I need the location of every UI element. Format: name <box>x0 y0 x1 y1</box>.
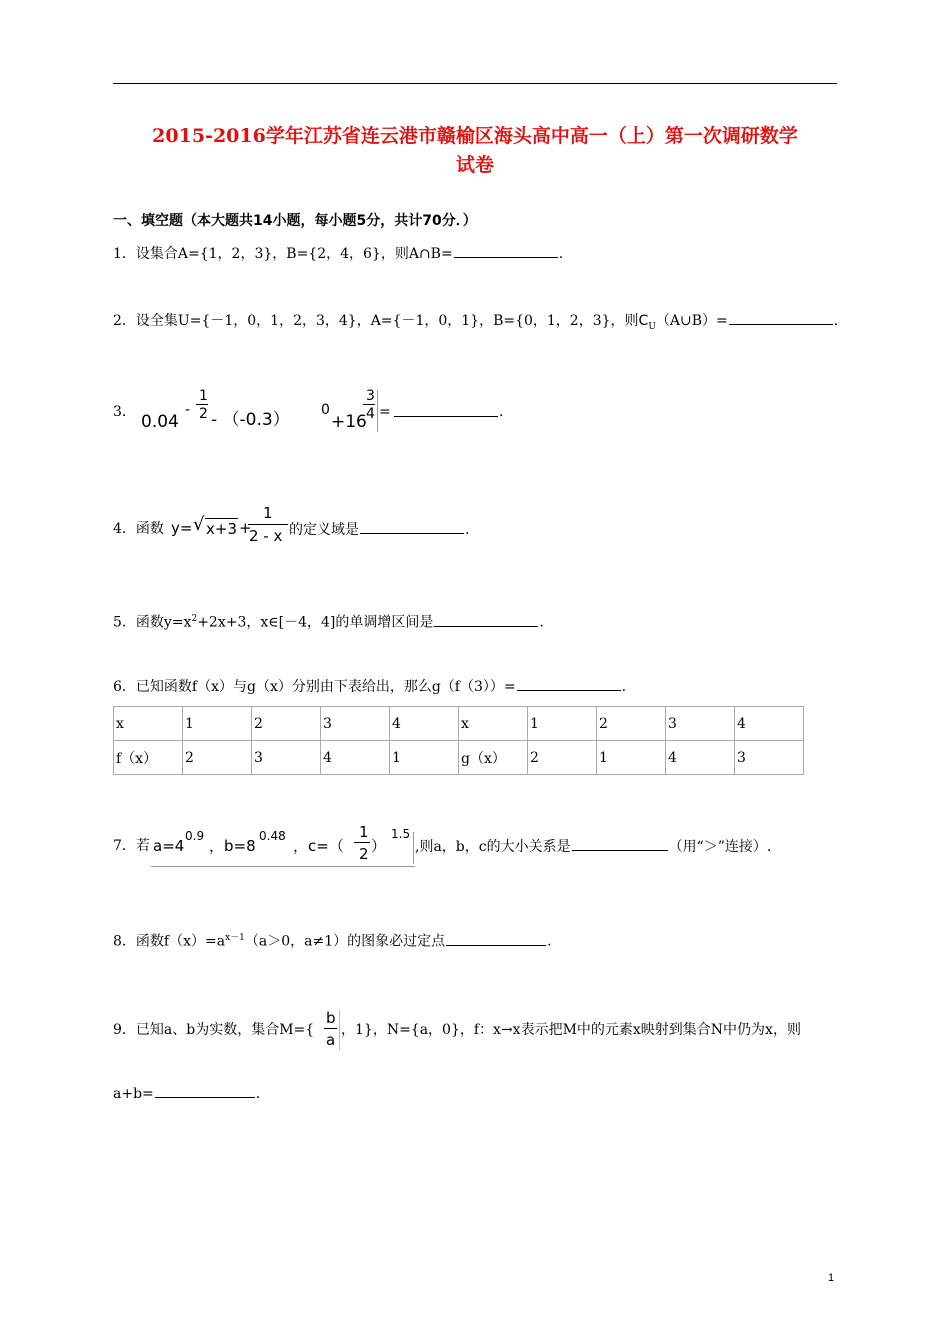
table-cell: 1 <box>390 741 459 775</box>
table-cell: x <box>459 707 528 741</box>
c-exponent: 1.5 <box>391 827 411 841</box>
question-9-fraction <box>323 1010 340 1050</box>
equals-sign: = <box>379 404 391 420</box>
table-cell: 2 <box>528 741 597 775</box>
question-1 <box>113 243 563 264</box>
sqrt-icon: √ <box>193 514 205 535</box>
table-row <box>114 707 804 741</box>
question-3-number: 3． <box>113 404 136 420</box>
b-exponent: 0.48 <box>259 829 286 843</box>
question-2 <box>113 310 838 337</box>
title-line-2: 试卷 <box>455 154 494 176</box>
answer-blank-7 <box>572 836 668 851</box>
answer-blank-2 <box>729 310 833 325</box>
b-equals-8: ，b=8 <box>209 837 256 855</box>
question-5 <box>113 609 544 633</box>
image-edge <box>413 832 414 864</box>
question-4-text: 4．函数 <box>113 521 164 537</box>
question-6-text: 6．已知函数f（x）与g（x）分别由下表给出，那么g（f（3））= <box>113 679 516 695</box>
question-8-suffix: （a＞0，a≠1）的图象必过定点 <box>244 933 446 950</box>
table-cell: 4 <box>735 707 804 741</box>
fraction-a: a <box>326 1031 336 1049</box>
table-row <box>114 741 804 775</box>
table-cell: 1 <box>183 707 252 741</box>
question-4-function <box>171 505 291 549</box>
question-8-text: 8．函数f（x）=a <box>113 933 226 950</box>
table-cell: g（x） <box>459 741 528 775</box>
question-9-suffix: ，1}，N={a，0}，f：x→x表示把M中的元素x映射到集合N中仍为x，则 <box>341 1022 801 1038</box>
answer-blank-5 <box>434 612 538 627</box>
question-8 <box>113 928 552 952</box>
question-4-end: . <box>465 522 470 538</box>
section-heading: 一、填空题（本大题共14小题，每小题5分，共计70分．） <box>113 213 477 229</box>
a-equals-4: a=4 <box>153 837 185 855</box>
c-close-paren: ） <box>371 837 387 855</box>
table-cell: 1 <box>597 741 666 775</box>
answer-blank-8 <box>446 931 546 946</box>
question-1-end: . <box>558 246 564 262</box>
page-number: 1 <box>828 1272 835 1284</box>
answer-blank-3 <box>394 402 498 417</box>
question-2-text: 2．设全集U={－1，0，1，2，3，4}，A={－1，0，1}，B={0，1，2，3}，则 <box>113 313 639 329</box>
question-9-line-2 <box>113 1083 260 1104</box>
question-5-suffix: +2x+3，x∈[－4，4]的单调增区间是 <box>197 614 434 631</box>
exponent-3: 3 <box>366 388 375 404</box>
c-equals: ，c=（ <box>293 837 344 855</box>
table-cell: x <box>114 707 183 741</box>
question-4-suffix: 的定义域是 <box>289 522 359 538</box>
table-cell: 2 <box>183 741 252 775</box>
negative-0-3-term: - （-0.3） <box>211 410 290 430</box>
function-table <box>113 706 804 775</box>
question-7-suffix: ,则a，b，c的大小关系是 <box>415 839 571 855</box>
base-0-04: 0.04 <box>141 412 179 432</box>
question-7-note: （用“＞”连接）. <box>668 839 772 855</box>
image-edge <box>377 390 378 432</box>
fraction-bar <box>324 1028 337 1029</box>
question-7-text: 7．若 <box>113 838 150 854</box>
plus-16-term: +16 <box>331 412 367 432</box>
header-rule <box>113 83 837 84</box>
exponent-denominator: 2 <box>199 406 208 422</box>
y-equals: y= <box>171 519 193 537</box>
question-5-text: 5．函数y=x <box>113 614 192 631</box>
table-cell: 2 <box>597 707 666 741</box>
question-3-end: . <box>499 404 504 420</box>
question-6 <box>113 676 626 697</box>
sqrt-radicand: x+3 <box>206 520 237 538</box>
zero-exponent: 0 <box>321 402 330 418</box>
fraction-b: b <box>326 1009 336 1027</box>
question-3-expression <box>141 388 504 438</box>
exponent-numerator: 1 <box>199 388 208 404</box>
c-fraction-bar <box>354 842 370 843</box>
question-2-suffix: （A∪B）= <box>655 313 728 329</box>
c-fraction-denominator: 2 <box>359 845 369 863</box>
fraction-denominator: 2 - x <box>249 527 283 545</box>
table-cell: 2 <box>252 707 321 741</box>
square-exponent: 2 <box>191 614 198 624</box>
table-cell: 3 <box>666 707 735 741</box>
table-cell: 4 <box>390 707 459 741</box>
question-7-expression <box>151 822 415 867</box>
table-cell: 3 <box>735 741 804 775</box>
table-cell: 4 <box>666 741 735 775</box>
table-cell: 3 <box>252 741 321 775</box>
table-cell: f（x） <box>114 741 183 775</box>
title-line-1: 2015-2016学年江苏省连云港市赣榆区海头高中高一（上）第一次调研数学 <box>152 125 798 147</box>
table-cell: 4 <box>321 741 390 775</box>
question-8-end: . <box>547 933 552 950</box>
fraction-bar <box>248 524 288 525</box>
question-1-text: 1．设集合A={1，2，3}，B={2，4，6}，则A∩B= <box>113 246 453 262</box>
answer-blank-1 <box>454 243 558 258</box>
answer-blank-4 <box>360 519 464 534</box>
exponent-sign: - <box>185 402 191 418</box>
plus-sign: + <box>239 519 252 537</box>
complement-subscript: U <box>648 321 656 332</box>
power-exponent: x－1 <box>225 933 245 943</box>
question-2-end: . <box>833 313 839 329</box>
question-5-end: . <box>539 614 544 631</box>
question-9-a-plus-b: a+b= <box>113 1086 154 1102</box>
exam-title <box>113 122 837 180</box>
exponent-4: 4 <box>366 406 375 422</box>
table-cell: 3 <box>321 707 390 741</box>
complement-symbol: C <box>638 313 649 329</box>
a-exponent: 0.9 <box>185 829 205 843</box>
question-4-tail <box>289 519 469 540</box>
answer-blank-9 <box>155 1083 255 1098</box>
question-6-end: . <box>621 679 627 695</box>
question-7-tail <box>415 836 771 857</box>
answer-blank-6 <box>517 676 621 691</box>
fraction-numerator: 1 <box>263 504 273 522</box>
table-cell: 1 <box>528 707 597 741</box>
question-9-text: 9．已知a、b为实数，集合M={ <box>113 1022 315 1038</box>
c-fraction-numerator: 1 <box>359 823 369 841</box>
question-9-end: . <box>255 1086 261 1102</box>
